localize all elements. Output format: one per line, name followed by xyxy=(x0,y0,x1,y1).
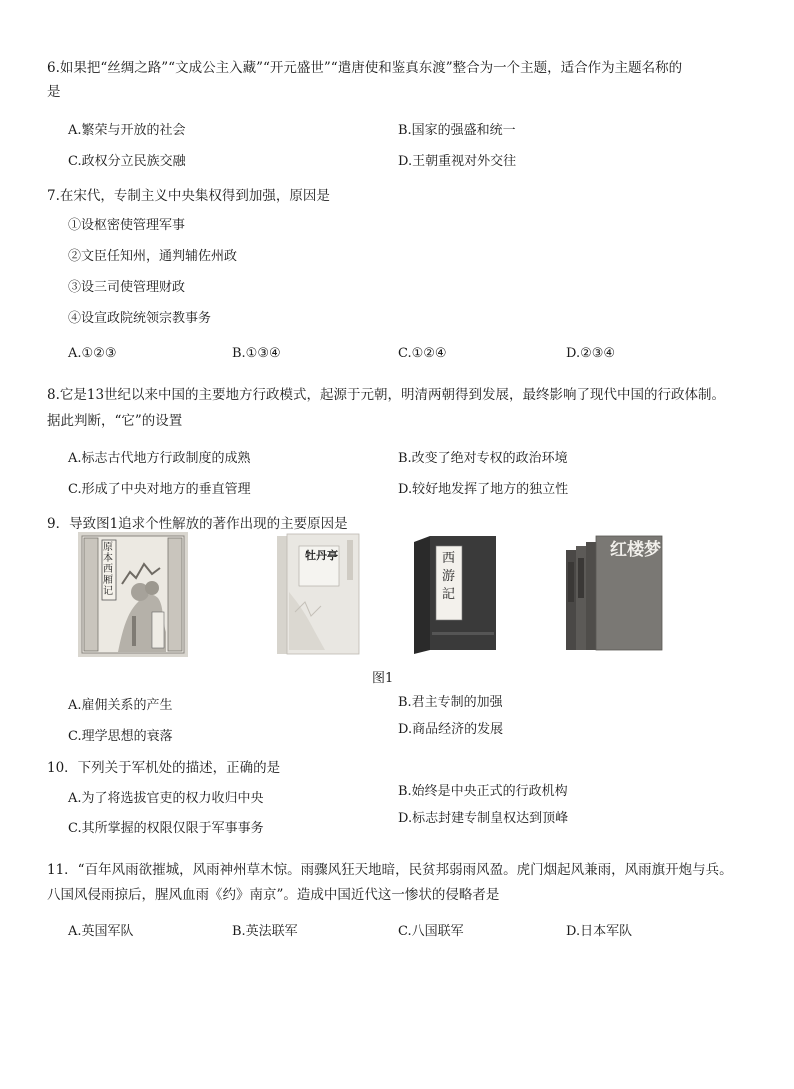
q7-option-d: D.②③④ xyxy=(566,346,616,361)
q10-option-c: C.其所掌握的权限仅限于军事事务 xyxy=(68,821,264,836)
q6-option-d: D.王朝重视对外交往 xyxy=(398,154,517,169)
q7-item-3: ③设三司使管理财政 xyxy=(68,280,186,295)
q10-option-d: D.标志封建专制皇权达到顶峰 xyxy=(398,811,569,826)
book-image-xixiangji xyxy=(78,532,188,657)
q9-option-c: C.理学思想的衰落 xyxy=(68,729,173,744)
q7-option-a: A.①②③ xyxy=(68,346,117,361)
book-title-xixiangji: 原本西厢记 xyxy=(103,542,113,597)
q8-stem-line1: 8.它是13世纪以来中国的主要地方行政模式，起源于元朝，明清两朝得到发展，最终影响了现代中国的行政体制。 xyxy=(47,387,726,403)
q11-option-b: B.英法联军 xyxy=(232,924,298,939)
q7-item-4: ④设宣政院统领宗教事务 xyxy=(68,311,212,326)
q7-stem: 7.在宋代，专制主义中央集权得到加强，原因是 xyxy=(47,188,330,204)
q8-option-d: D.较好地发挥了地方的独立性 xyxy=(398,482,569,497)
q8-option-b: B.改变了绝对专权的政治环境 xyxy=(398,451,568,466)
q7-item-2: ②文臣任知州，通判辅佐州政 xyxy=(68,249,238,264)
q11-stem-line2: 八国风侵雨掠后，腥风血雨《约》南京”。造成中国近代这一惨状的侵略者是 xyxy=(47,887,500,903)
q9-option-a: A.雇佣关系的产生 xyxy=(68,698,173,713)
q10-option-b: B.始终是中央正式的行政机构 xyxy=(398,784,568,799)
q6-option-a: A.繁荣与开放的社会 xyxy=(68,123,186,138)
book-image-mudanting xyxy=(275,532,363,656)
q11-option-c: C.八国联军 xyxy=(398,924,464,939)
book-title-mudanting: 牡丹亭 xyxy=(305,549,338,562)
q9-stem: 9．导致图1追求个性解放的著作出现的主要原因是 xyxy=(47,516,348,532)
book-image-xiyouji xyxy=(410,532,500,654)
q6-option-b: B.国家的强盛和统一 xyxy=(398,123,516,138)
q11-option-d: D.日本军队 xyxy=(566,924,633,939)
q9-option-d: D.商品经济的发展 xyxy=(398,722,504,737)
q9-option-b: B.君主专制的加强 xyxy=(398,695,503,710)
q7-option-c: C.①②④ xyxy=(398,346,447,361)
book-title-xiyouji: 西游記 xyxy=(442,551,456,602)
q11-option-a: A.英国军队 xyxy=(68,924,134,939)
q8-option-c: C.形成了中央对地方的垂直管理 xyxy=(68,482,251,497)
q11-stem-line1: 11．“百年风雨欲摧城，风雨神州草木惊。雨骤风狂天地暗，民贫邦弱雨风盈。虎门烟起风兼雨，风雨旗开炮与兵。 xyxy=(47,862,733,878)
q10-option-a: A.为了将选拔官吏的权力收归中央 xyxy=(68,791,264,806)
q7-item-1: ①设枢密使管理军事 xyxy=(68,218,186,233)
q8-stem-line2: 据此判断，“它”的设置 xyxy=(47,413,183,429)
q6-stem-line2: 是 xyxy=(47,84,61,100)
q8-option-a: A.标志古代地方行政制度的成熟 xyxy=(68,451,251,466)
q10-stem: 10．下列关于军机处的描述，正确的是 xyxy=(47,760,281,776)
q7-option-b: B.①③④ xyxy=(232,346,281,361)
book-title-honglou: 红楼梦 xyxy=(610,540,661,560)
q6-option-c: C.政权分立民族交融 xyxy=(68,154,186,169)
q6-stem-line1: 6.如果把“丝绸之路”“文成公主入藏”“开元盛世”“遣唐使和鉴真东渡”整合为一个主题，适合作为主题名称的 xyxy=(47,60,683,76)
figure-caption: 图1 xyxy=(372,671,394,686)
book-image-honglou xyxy=(560,532,670,656)
